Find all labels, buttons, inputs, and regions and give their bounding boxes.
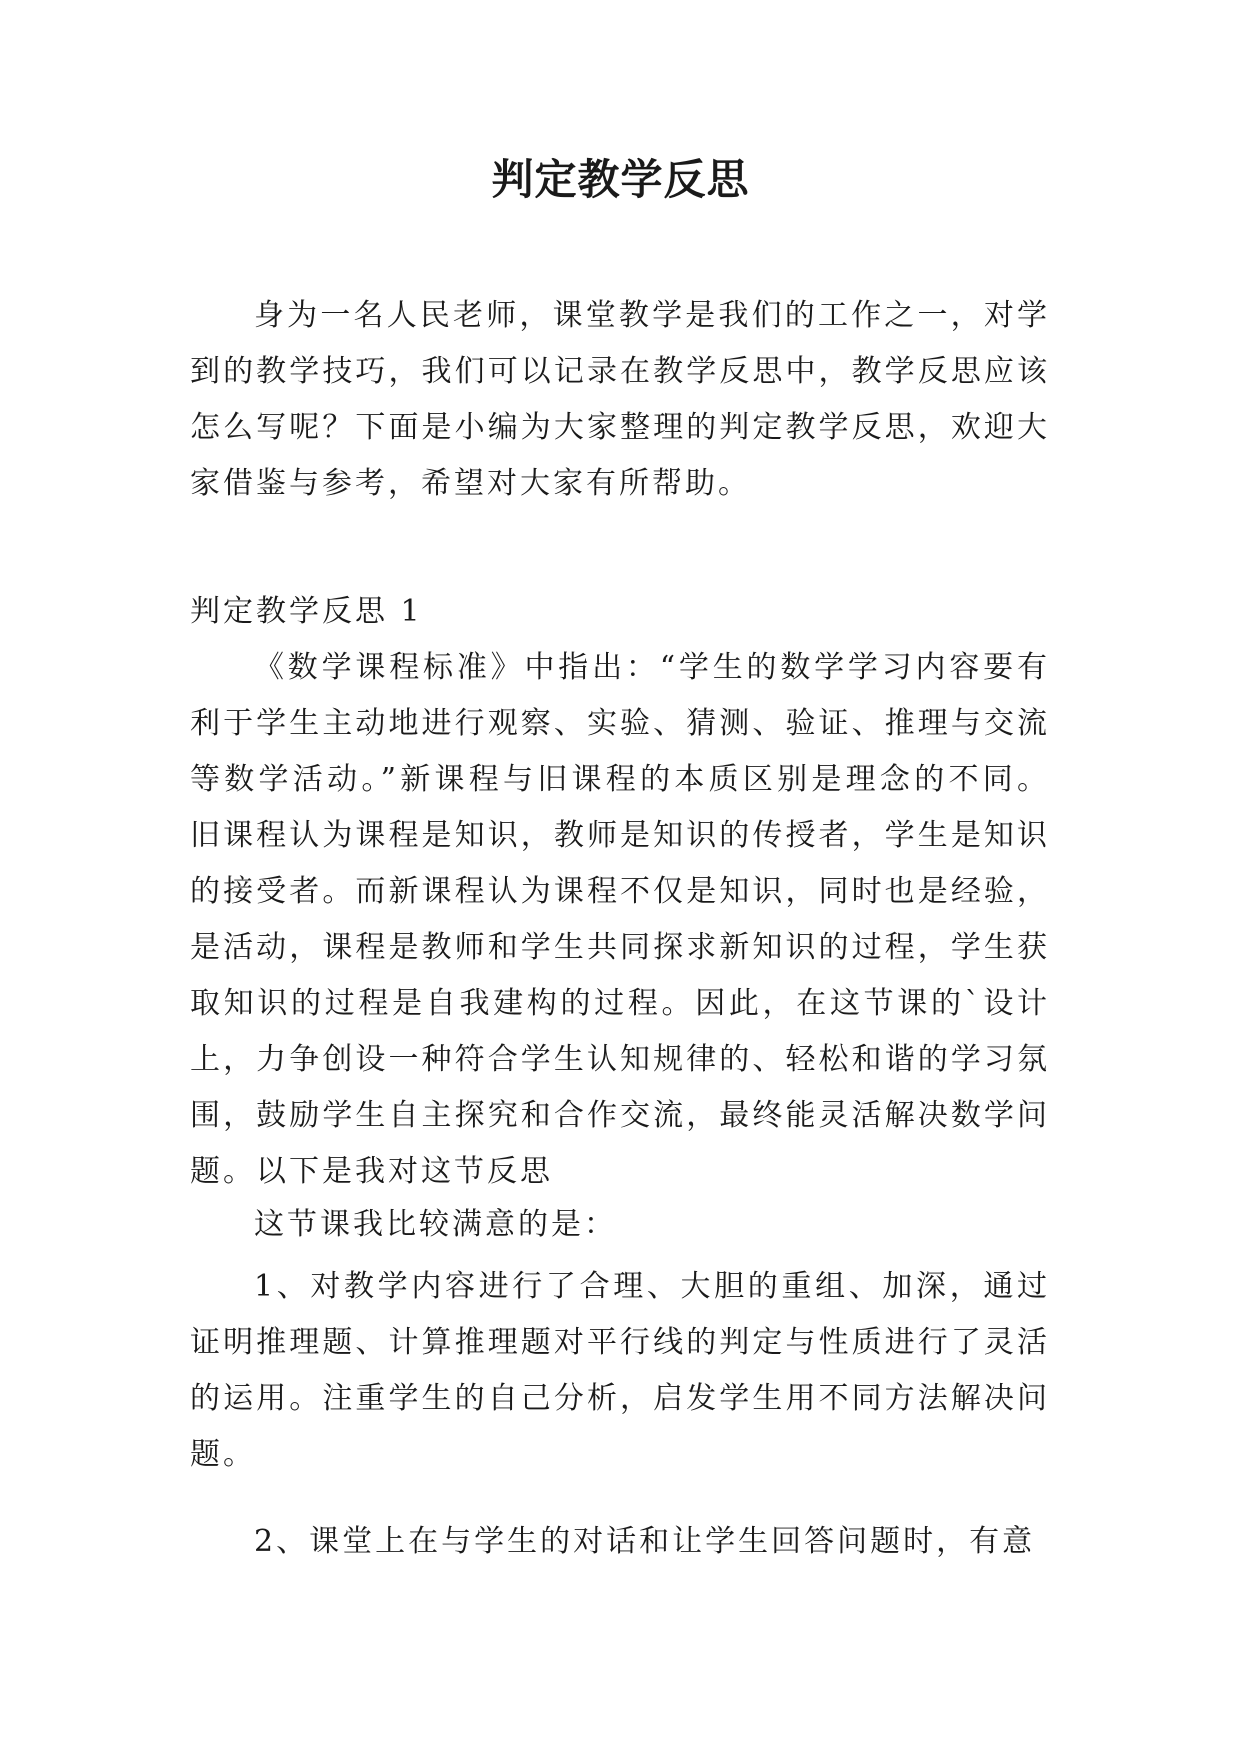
list-item: 2、课堂上在与学生的对话和让学生回答问题时，有意 — [254, 1524, 1036, 1559]
document-title: 判定教学反思 — [491, 155, 750, 204]
list-item: 1、对教学内容进行了合理、大胆的重组、加深，通过证明推理题、计算推理题对平行线的判定与性质进行了灵活的运用。注重学生的自己分析，启发学生用不同方法解决问题。 — [190, 1269, 1050, 1472]
body-paragraph: 《数学课程标准》中指出：“学生的数学学习内容要有利于学生主动地进行观察、实验、猜测、验证、推理与交流等数学活动。”新课程与旧课程的本质区别是理念的不同。旧课程认为课程是知识，教师是知识的传授者，学生是知识的接受者。而新课程认为课程不仅是知识，同时也是经验，是活动，课程是教师和学生共同探求新知识的过程，学生获取知识的过程是自我建构的过程。因此，在这节课的`设计上，力争创设一种符合学生认知规律的、轻松和谐的学习氛围，鼓励学生自主探究和合作交流，最终能灵活解决数学问题。以下是我对这节反思 — [190, 650, 1050, 1189]
intro-paragraph: 身为一名人民老师，课堂教学是我们的工作之一，对学到的教学技巧，我们可以记录在教学反思中，教学反思应该怎么写呢？下面是小编为大家整理的判定教学反思，欢迎大家借鉴与参考，希望对大家有所帮助。 — [190, 298, 1050, 501]
section-heading: 判定教学反思 1 — [190, 594, 423, 629]
body-paragraph: 这节课我比较满意的是： — [254, 1207, 617, 1242]
